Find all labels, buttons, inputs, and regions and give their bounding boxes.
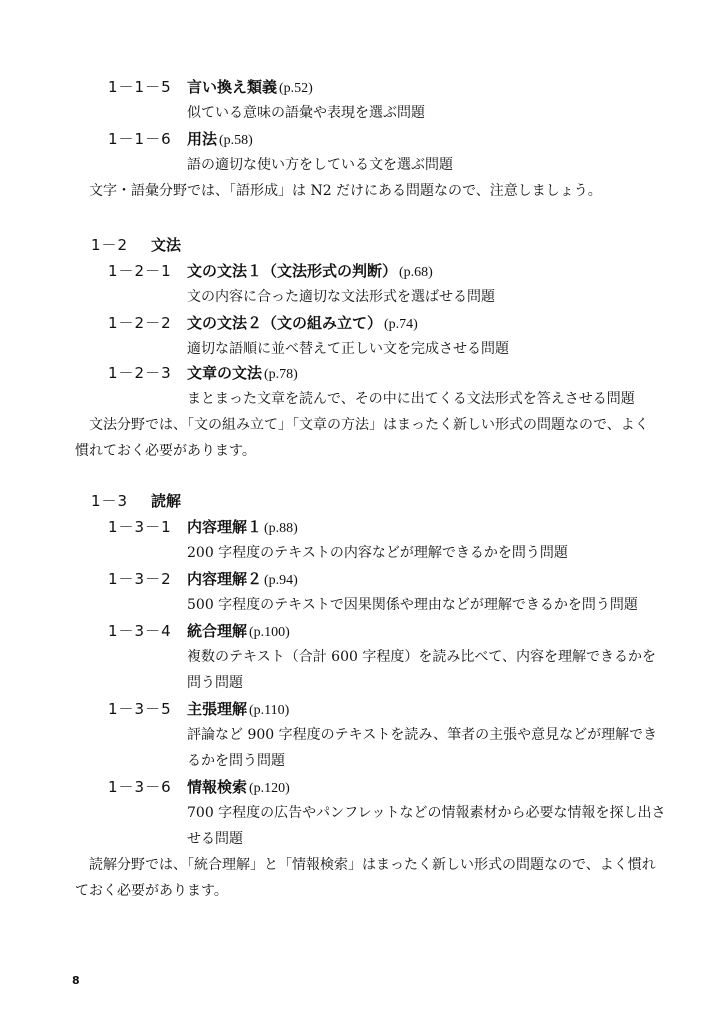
entry-title: 情報検索 (p.120) bbox=[187, 778, 290, 796]
entry-number: 1－3－2 bbox=[108, 570, 172, 588]
entry-description: 200 字程度のテキストの内容などが理解できるかを問う問題 bbox=[187, 545, 568, 561]
entry-number: 1－1－5 bbox=[108, 78, 172, 96]
page-reference: (p.94) bbox=[264, 573, 298, 588]
entry-number: 1－3－4 bbox=[108, 622, 172, 640]
page-reference: (p.88) bbox=[264, 521, 298, 536]
page-reference: (p.58) bbox=[219, 133, 253, 148]
entry-description: 似ている意味の語彙や表現を選ぶ問題 bbox=[187, 105, 425, 121]
section-title: 文法 bbox=[151, 236, 182, 254]
section-heading-reading bbox=[91, 488, 181, 514]
entry-title: 文の文法２（文の組み立て） (p.74) bbox=[187, 314, 418, 332]
entry-title: 統合理解 (p.100) bbox=[187, 622, 290, 640]
reading-note: 読解分野では、「統合理解」と「情報検索」はまったく新しい形式の問題なので、よく慣れ ておく必要があります。 bbox=[75, 857, 656, 899]
page-reference: (p.100) bbox=[249, 625, 290, 640]
grammar-note: 文法分野では、「文の組み立て」「文章の方法」はまったく新しい形式の問題なので、よく 慣れておく必要があります。 bbox=[75, 417, 649, 459]
entry-description: 文の内容に合った適切な文法形式を選ばせる問題 bbox=[187, 289, 495, 305]
vocab-note: 文字・語彙分野では、「語形成」は N2 だけにある問題なので、注意しましょう。 bbox=[89, 183, 602, 199]
section-heading-grammar bbox=[91, 232, 181, 258]
entry-title: 文の文法１（文法形式の判断） (p.68) bbox=[187, 262, 433, 280]
entry-description: 適切な語順に並べ替えて正しい文を完成させる問題 bbox=[187, 341, 509, 357]
section-title: 読解 bbox=[151, 492, 182, 510]
entry-description: 500 字程度のテキストで因果関係や理由などが理解できるかを問う問題 bbox=[187, 597, 638, 613]
entry-number: 1－2－1 bbox=[108, 262, 172, 280]
entry-title: 内容理解１ (p.88) bbox=[187, 518, 298, 536]
entry-description: 複数のテキスト（合計 600 字程度）を読み比べて、内容を理解できるかを 問う問題 bbox=[187, 649, 657, 691]
section-number: 1－3 bbox=[91, 492, 129, 510]
entry-title: 主張理解 (p.110) bbox=[187, 700, 290, 718]
entry-description: 語の適切な使い方をしている文を選ぶ問題 bbox=[187, 157, 453, 173]
entry-title: 言い換え類義 (p.52) bbox=[187, 78, 313, 96]
page-reference: (p.68) bbox=[399, 265, 433, 280]
section-number: 1－2 bbox=[91, 236, 129, 254]
entry-number: 1－1－6 bbox=[108, 130, 172, 148]
page-number: 8 bbox=[72, 974, 80, 987]
entry-title: 文章の文法 (p.78) bbox=[187, 364, 298, 382]
entry-title: 用法 (p.58) bbox=[187, 130, 253, 148]
entry-number: 1－3－5 bbox=[108, 700, 172, 718]
page-reference: (p.78) bbox=[264, 367, 298, 382]
page-reference: (p.52) bbox=[279, 81, 313, 96]
entry-description: まとまった文章を読んで、その中に出てくる文法形式を答えさせる問題 bbox=[187, 391, 635, 407]
page-reference: (p.120) bbox=[249, 781, 290, 796]
entry-number: 1－3－1 bbox=[108, 518, 172, 536]
page-reference: (p.74) bbox=[384, 317, 418, 332]
entry-description: 700 字程度の広告やパンフレットなどの情報素材から必要な情報を探し出さ せる問題 bbox=[187, 805, 666, 847]
entry-number: 1－2－3 bbox=[108, 364, 172, 382]
entry-number: 1－2－2 bbox=[108, 314, 172, 332]
page-reference: (p.110) bbox=[249, 703, 290, 718]
entry-number: 1－3－6 bbox=[108, 778, 172, 796]
entry-title: 内容理解２ (p.94) bbox=[187, 570, 298, 588]
entry-description: 評論など 900 字程度のテキストを読み、筆者の主張や意見などが理解でき るかを問う問題 bbox=[187, 727, 658, 769]
